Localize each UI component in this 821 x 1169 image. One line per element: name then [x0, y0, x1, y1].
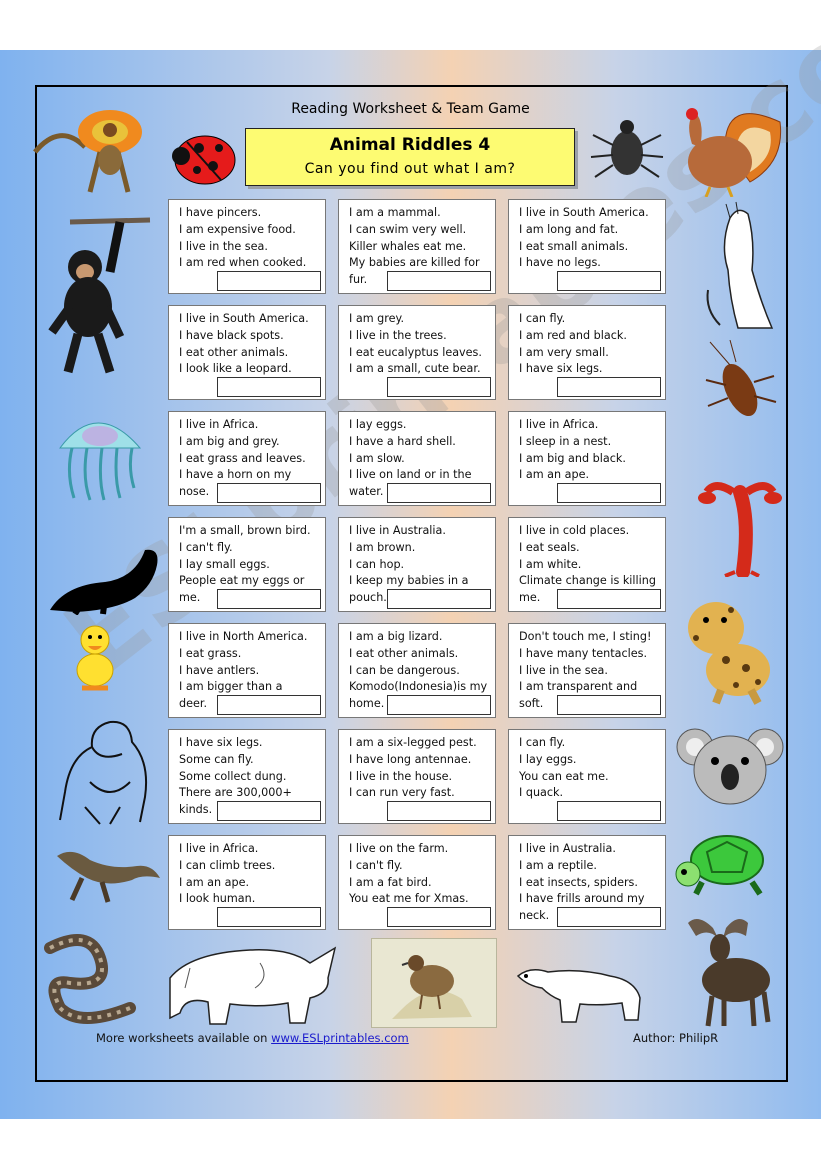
- anaconda-icon: [40, 928, 145, 1028]
- riddle-line: I live in the house.: [349, 769, 453, 783]
- beetle-icon: [585, 115, 665, 185]
- riddle-line: I am bigger than a: [179, 680, 283, 694]
- answer-box[interactable]: [217, 377, 321, 397]
- riddle-line: I am a fat bird.: [349, 875, 432, 889]
- ladybug-icon: [165, 130, 240, 188]
- riddle-card: [168, 517, 326, 612]
- riddle-line: I live in the sea.: [519, 663, 608, 677]
- answer-box[interactable]: [217, 483, 321, 503]
- seal-icon: [45, 540, 165, 615]
- riddle-line: I live in South America.: [179, 312, 309, 325]
- answer-box[interactable]: [557, 695, 661, 715]
- riddle-line: Climate change is killing: [519, 574, 656, 588]
- riddle-line: There are 300,000+: [179, 786, 292, 800]
- riddle-line: I eat grass.: [179, 646, 242, 660]
- moose-icon: [668, 908, 783, 1028]
- riddle-line: I am a mammal.: [349, 206, 441, 219]
- answer-box[interactable]: [217, 271, 321, 291]
- riddle-line: I live in North America.: [179, 630, 308, 643]
- riddle-line: I can run very fast.: [349, 786, 455, 800]
- riddle-line: I can swim very well.: [349, 222, 467, 236]
- riddle-line: soft.: [519, 697, 544, 711]
- riddle-line: I live on the farm.: [349, 842, 449, 855]
- riddle-card: [338, 729, 496, 824]
- answer-box[interactable]: [557, 377, 661, 397]
- riddle-line: neck.: [519, 909, 550, 923]
- riddle-line: Komodo(Indonesia)is my: [349, 680, 488, 694]
- riddle-card: [168, 411, 326, 506]
- riddle-card: [508, 517, 666, 612]
- turkey-icon: [670, 92, 790, 197]
- riddle-line: You eat me for Xmas.: [349, 892, 469, 906]
- answer-box[interactable]: [557, 483, 661, 503]
- riddle-line: I have frills around my: [519, 892, 645, 906]
- gorilla-icon: [50, 712, 155, 827]
- riddle-card: [338, 305, 496, 400]
- riddle-line: I lay eggs.: [519, 752, 577, 766]
- riddle-card: [508, 199, 666, 294]
- riddle-line: I have black spots.: [179, 328, 284, 342]
- answer-box[interactable]: [217, 907, 321, 927]
- riddle-card: [168, 305, 326, 400]
- riddle-line: I am a big lizard.: [349, 630, 443, 643]
- riddle-line: I have six legs.: [519, 362, 603, 376]
- riddle-line: I have antlers.: [179, 663, 260, 677]
- riddle-line: You can eat me.: [519, 769, 609, 783]
- riddle-line: Some collect dung.: [179, 769, 287, 783]
- footer-author: Author: PhilipR: [633, 1031, 719, 1045]
- riddle-line: I am red and black.: [519, 328, 627, 342]
- riddle-line: I live in the trees.: [349, 328, 447, 342]
- footer-prefix: More worksheets available on: [96, 1031, 272, 1045]
- riddle-line: I have a horn on my: [179, 468, 292, 482]
- quail-picture: [371, 938, 497, 1028]
- riddle-line: I keep my babies in a: [349, 574, 469, 588]
- answer-box[interactable]: [387, 801, 491, 821]
- riddle-line: I can't fly.: [179, 540, 233, 554]
- riddle-card: [338, 835, 496, 930]
- answer-box[interactable]: [217, 801, 321, 821]
- answer-box[interactable]: [557, 907, 661, 927]
- riddle-line: I lay small eggs.: [179, 557, 270, 571]
- riddle-card: [338, 199, 496, 294]
- riddle-line: I live in Africa.: [179, 842, 259, 855]
- polar-bear-icon: [510, 958, 655, 1028]
- riddle-line: I am long and fat.: [519, 222, 619, 236]
- answer-box[interactable]: [217, 695, 321, 715]
- riddle-line: I live in Australia.: [349, 524, 446, 537]
- komodo-dragon-icon: [52, 838, 162, 908]
- riddle-line: I have long antennae.: [349, 752, 472, 766]
- answer-box[interactable]: [387, 589, 491, 609]
- answer-box[interactable]: [387, 271, 491, 291]
- riddle-line: I live on land or in the: [349, 468, 472, 482]
- riddle-line: I am grey.: [349, 312, 405, 325]
- answer-box[interactable]: [557, 589, 661, 609]
- riddle-card: [508, 729, 666, 824]
- riddle-line: water.: [349, 485, 384, 499]
- koala-icon: [675, 725, 785, 810]
- riddle-line: I eat eucalyptus leaves.: [349, 345, 482, 359]
- riddle-line: I have six legs.: [179, 736, 263, 749]
- riddle-line: home.: [349, 697, 385, 711]
- riddle-line: I eat insects, spiders.: [519, 875, 638, 889]
- riddle-line: I am slow.: [349, 451, 405, 465]
- riddle-line: I am very small.: [519, 345, 609, 359]
- riddle-card: [508, 623, 666, 718]
- riddle-line: I eat other animals.: [179, 345, 289, 359]
- riddle-line: I look like a leopard.: [179, 362, 292, 376]
- riddle-line: I am an ape.: [179, 875, 250, 889]
- turtle-icon: [672, 822, 777, 897]
- riddle-card: [338, 623, 496, 718]
- riddle-line: I can fly.: [519, 312, 566, 325]
- riddle-line: I am an ape.: [519, 468, 590, 482]
- riddle-line: I have many tentacles.: [519, 646, 648, 660]
- riddle-line: I am a six-legged pest.: [349, 736, 477, 749]
- worksheet-subtitle: Reading Worksheet & Team Game: [291, 101, 530, 117]
- riddle-card: [168, 729, 326, 824]
- riddle-line: My babies are killed for: [349, 256, 480, 270]
- riddle-line: I live in cold places.: [519, 524, 630, 537]
- title-box: [245, 128, 575, 186]
- riddle-line: I am a small, cute bear.: [349, 362, 481, 376]
- riddle-line: Killer whales eat me.: [349, 239, 467, 253]
- riddle-line: I live in the sea.: [179, 239, 268, 253]
- riddle-line: nose.: [179, 485, 210, 499]
- duckling-icon: [70, 620, 120, 695]
- riddle-line: me.: [519, 591, 541, 605]
- riddle-line: I am big and black.: [519, 451, 626, 465]
- riddle-line: I quack.: [519, 786, 564, 800]
- jellyfish-icon: [52, 408, 147, 503]
- riddle-line: I live in Africa.: [179, 418, 259, 431]
- lobster-icon: [695, 462, 785, 577]
- riddle-line: kinds.: [179, 803, 213, 817]
- answer-box[interactable]: [387, 695, 491, 715]
- riddle-card: [508, 305, 666, 400]
- answer-box[interactable]: [557, 271, 661, 291]
- riddle-line: I eat seals.: [519, 540, 580, 554]
- riddle-line: I look human.: [179, 892, 256, 906]
- page-question: Can you find out what I am?: [304, 161, 516, 177]
- riddle-line: I'm a small, brown bird.: [179, 524, 311, 537]
- riddle-line: I can't fly.: [349, 858, 403, 872]
- eslprintables-link[interactable]: www.ESLprintables.com: [271, 1031, 409, 1045]
- riddle-line: I have pincers.: [179, 206, 262, 219]
- riddle-card: [168, 623, 326, 718]
- riddle-line: I can climb trees.: [179, 858, 276, 872]
- riddle-line: I am transparent and: [519, 680, 638, 694]
- riddle-line: I eat small animals.: [519, 239, 629, 253]
- riddle-line: I am white.: [519, 557, 582, 571]
- riddle-line: I am red when cooked.: [179, 256, 307, 270]
- page-title: Animal Riddles 4: [329, 135, 491, 155]
- frilled-lizard-icon: [30, 92, 150, 197]
- riddle-line: I have no legs.: [519, 256, 601, 270]
- answer-box[interactable]: [387, 907, 491, 927]
- riddle-line: pouch.: [349, 591, 387, 605]
- riddle-card: [168, 199, 326, 294]
- riddle-line: I can hop.: [349, 557, 405, 571]
- riddle-line: I eat grass and leaves.: [179, 451, 306, 465]
- answer-box[interactable]: [387, 377, 491, 397]
- riddle-line: I can fly.: [519, 736, 566, 749]
- riddle-line: I am big and grey.: [179, 434, 280, 448]
- jaguar-icon: [676, 590, 781, 705]
- riddle-line: I live in Australia.: [519, 842, 616, 855]
- riddle-card: [508, 411, 666, 506]
- answer-box[interactable]: [557, 801, 661, 821]
- riddle-line: Some can fly.: [179, 752, 254, 766]
- riddle-line: I have a hard shell.: [349, 434, 456, 448]
- quail-icon: [372, 939, 496, 1027]
- kangaroo-icon: [700, 200, 790, 335]
- riddle-card: [338, 517, 496, 612]
- answer-box[interactable]: [387, 483, 491, 503]
- riddle-line: deer.: [179, 697, 207, 711]
- chimpanzee-icon: [40, 212, 155, 377]
- riddle-line: me.: [179, 591, 201, 605]
- riddle-line: fur.: [349, 273, 368, 287]
- riddle-line: I eat other animals.: [349, 646, 459, 660]
- riddle-card: [508, 835, 666, 930]
- rhinoceros-icon: [160, 938, 345, 1028]
- answer-box[interactable]: [217, 589, 321, 609]
- riddle-line: I am a reptile.: [519, 858, 597, 872]
- footer-more: [96, 1031, 409, 1045]
- riddle-line: I sleep in a nest.: [519, 434, 612, 448]
- riddle-line: I am expensive food.: [179, 222, 296, 236]
- riddle-line: Don't touch me, I sting!: [519, 630, 652, 643]
- cockroach-icon: [700, 340, 780, 430]
- riddle-card: [338, 411, 496, 506]
- riddle-line: I live in Africa.: [519, 418, 599, 431]
- riddle-card: [168, 835, 326, 930]
- riddle-line: I am brown.: [349, 540, 416, 554]
- riddle-line: People eat my eggs or: [179, 574, 305, 588]
- riddle-line: I lay eggs.: [349, 418, 407, 431]
- riddle-line: I live in South America.: [519, 206, 649, 219]
- riddle-line: I can be dangerous.: [349, 663, 460, 677]
